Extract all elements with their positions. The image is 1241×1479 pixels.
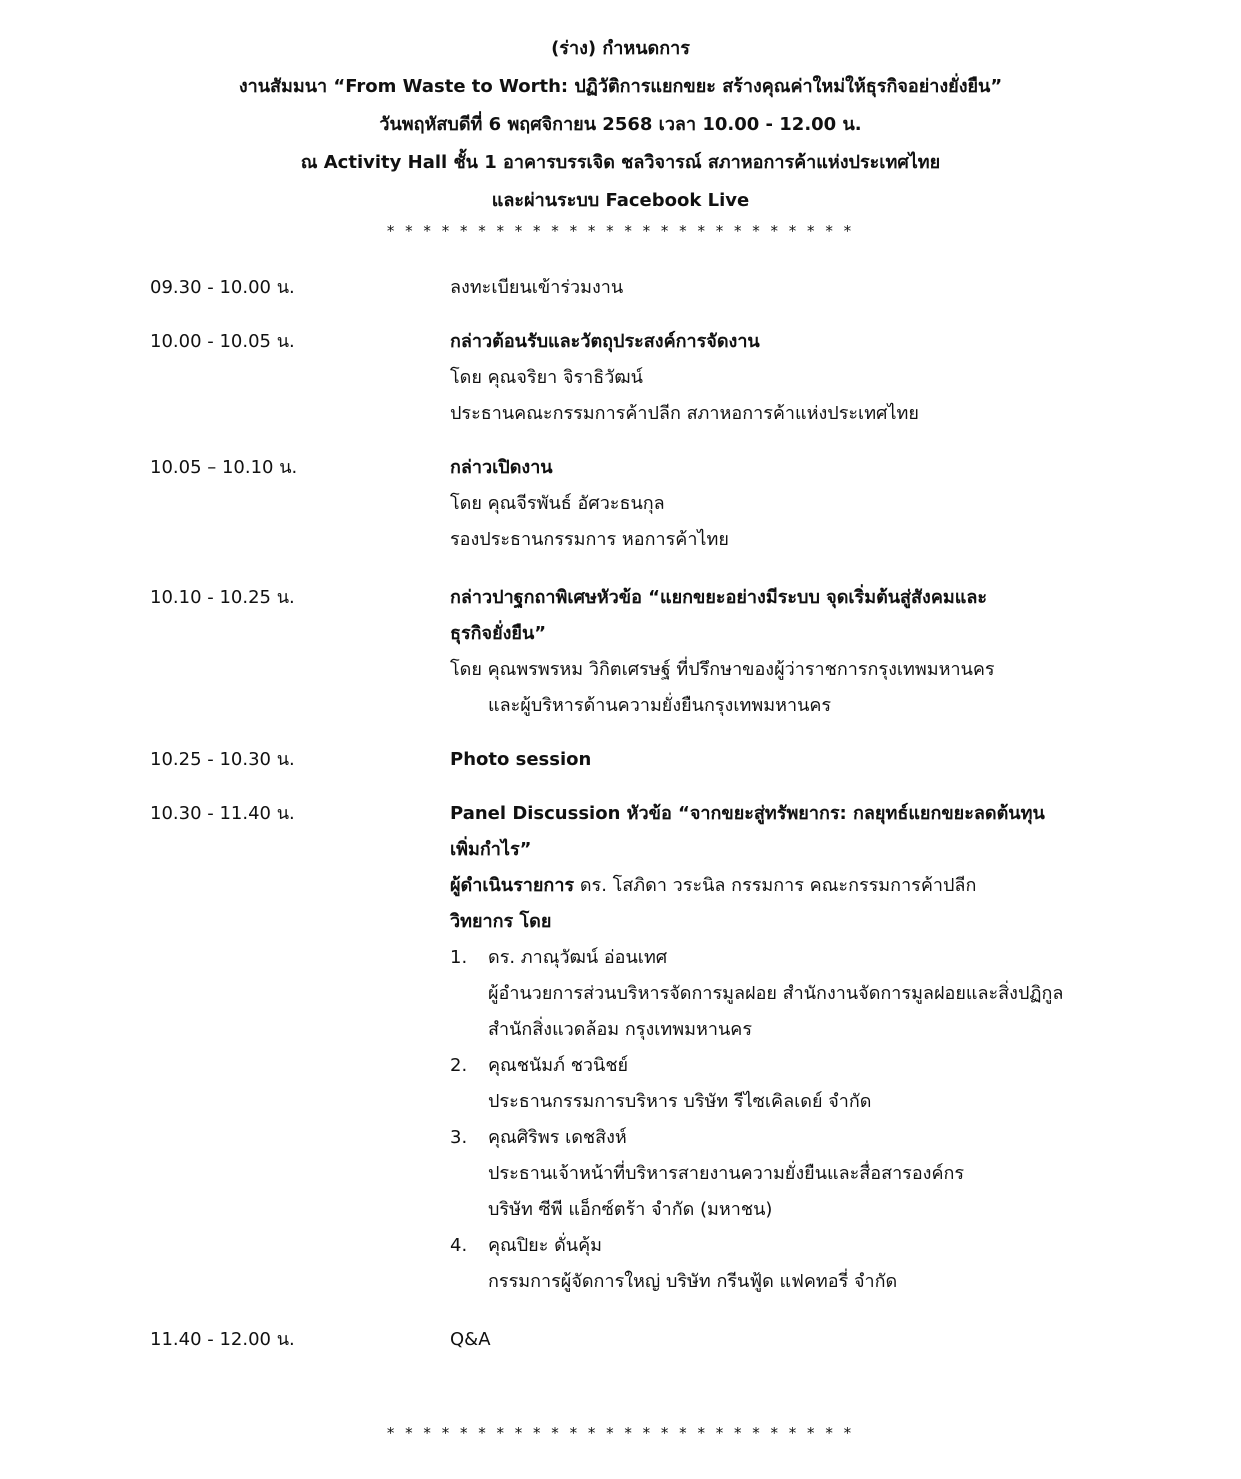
- document-header: [0, 30, 1241, 242]
- event-venue: ณ Activity Hall ชั้น 1 อาคารบรรเจิด ชลวิจารณ์ สภาหอการค้าแห่งประเทศไทย: [300, 152, 941, 173]
- speaker-role: สำนักสิ่งแวดล้อม กรุงเทพมหานคร: [488, 1019, 752, 1040]
- speaker-role: ประธานกรรมการบริหาร บริษัท รีไซเคิลเดย์ จำกัด: [488, 1091, 872, 1112]
- schedule-row: [150, 580, 1110, 724]
- schedule-time: 11.40 - 12.00 น.: [150, 1329, 295, 1350]
- schedule-time: 10.30 - 11.40 น.: [150, 803, 295, 824]
- speakers-label: วิทยากร โดย: [450, 911, 552, 932]
- speaker-role: ผู้อำนวยการส่วนบริหารจัดการมูลฝอย สำนักงานจัดการมูลฝอยและสิ่งปฏิกูล: [488, 983, 1064, 1004]
- schedule: [150, 270, 1110, 1358]
- moderator-label: ผู้ดำเนินรายการ: [450, 875, 575, 896]
- schedule-time: 10.10 - 10.25 น.: [150, 587, 295, 608]
- schedule-row: [150, 742, 1110, 778]
- speaker-number: 1.: [450, 947, 468, 968]
- schedule-time: 10.25 - 10.30 น.: [150, 749, 295, 770]
- schedule-time: 10.00 - 10.05 น.: [150, 331, 295, 352]
- schedule-activity-title: กล่าวเปิดงาน: [450, 457, 553, 478]
- schedule-activity: Q&A: [450, 1329, 491, 1350]
- speaker-item: [450, 1228, 1110, 1300]
- speaker-number: 2.: [450, 1055, 468, 1076]
- speaker-item: [450, 940, 1110, 1048]
- doc-title: (ร่าง) กำหนดการ: [551, 38, 690, 59]
- schedule-activity-title: กล่าวต้อนรับและวัตถุประสงค์การจัดงาน: [450, 331, 760, 352]
- schedule-row: [150, 324, 1110, 432]
- moderator: [450, 868, 1110, 904]
- schedule-activity: ลงทะเบียนเข้าร่วมงาน: [450, 277, 624, 298]
- schedule-activity-title-cont: ธุรกิจยั่งยืน”: [450, 623, 547, 644]
- schedule-activity-title: Panel Discussion หัวข้อ “จากขยะสู่ทรัพยากร: กลยุทธ์แยกขยะลดต้นทุน: [450, 803, 1045, 824]
- schedule-activity-title-cont: เพิ่มกำไร”: [450, 839, 532, 860]
- footer-separator: * * * * * * * * * * * * * * * * * * * * * * * * * *: [386, 1424, 855, 1442]
- schedule-time: 09.30 - 10.00 น.: [150, 277, 295, 298]
- header-separator: * * * * * * * * * * * * * * * * * * * * * * * * * *: [386, 222, 855, 240]
- moderator-name: ดร. โสภิดา วระนิล กรรมการ คณะกรรมการค้าปลีก: [574, 875, 977, 896]
- schedule-activity-title: กล่าวปาฐกถาพิเศษหัวข้อ “แยกขยะอย่างมีระบบ จุดเริ่มต้นสู่สังคมและ: [450, 587, 988, 608]
- speaker-name: โดย คุณจริยา จิราธิวัฒน์: [450, 367, 643, 388]
- schedule-row: [150, 796, 1110, 1300]
- document-footer: [0, 1422, 1241, 1444]
- event-date: วันพฤหัสบดีที่ 6 พฤศจิกายน 2568 เวลา 10.00 - 12.00 น.: [379, 114, 862, 135]
- speaker-number: 4.: [450, 1235, 468, 1256]
- speaker-name: ดร. ภาณุวัฒน์ อ่อนเทศ: [488, 947, 668, 968]
- speaker-name: โดย คุณพรพรหม วิกิตเศรษฐ์ ที่ปรึกษาของผู้ว่าราชการกรุงเทพมหานคร: [450, 659, 995, 680]
- schedule-row: [150, 450, 1110, 558]
- speaker-name: คุณศิริพร เดชสิงห์: [488, 1127, 627, 1148]
- event-broadcast: และผ่านระบบ Facebook Live: [491, 190, 750, 211]
- schedule-time: 10.05 – 10.10 น.: [150, 457, 298, 478]
- speaker-number: 3.: [450, 1127, 468, 1148]
- speaker-item: [450, 1120, 1110, 1228]
- schedule-row: [150, 270, 1110, 306]
- speaker-role: ประธานคณะกรรมการค้าปลีก สภาหอการค้าแห่งประเทศไทย: [450, 403, 919, 424]
- speaker-item: [450, 1048, 1110, 1120]
- seminar-title: งานสัมมนา “From Waste to Worth: ปฏิวัติการแยกขยะ สร้างคุณค่าใหม่ให้ธุรกิจอย่างยั่งยืน”: [238, 76, 1003, 97]
- speaker-role: กรรมการผู้จัดการใหญ่ บริษัท กรีนฟู้ด แฟคทอรี่ จำกัด: [488, 1271, 898, 1292]
- speaker-role: บริษัท ซีพี แอ็กซ์ตร้า จำกัด (มหาชน): [488, 1199, 773, 1220]
- speaker-name: คุณชนัมภ์ ชวนิชย์: [488, 1055, 629, 1076]
- speaker-role: ประธานเจ้าหน้าที่บริหารสายงานความยั่งยืนและสื่อสารองค์กร: [488, 1163, 965, 1184]
- speaker-role: และผู้บริหารด้านความยั่งยืนกรุงเทพมหานคร: [488, 695, 832, 716]
- schedule-activity-title: Photo session: [450, 749, 592, 770]
- speaker-role: รองประธานกรรมการ หอการค้าไทย: [450, 529, 729, 550]
- speaker-name: คุณปิยะ ดั่นคุ้ม: [488, 1235, 603, 1256]
- speaker-name: โดย คุณจีรพันธ์ อัศวะธนกุล: [450, 493, 665, 514]
- schedule-row: [150, 1322, 1110, 1358]
